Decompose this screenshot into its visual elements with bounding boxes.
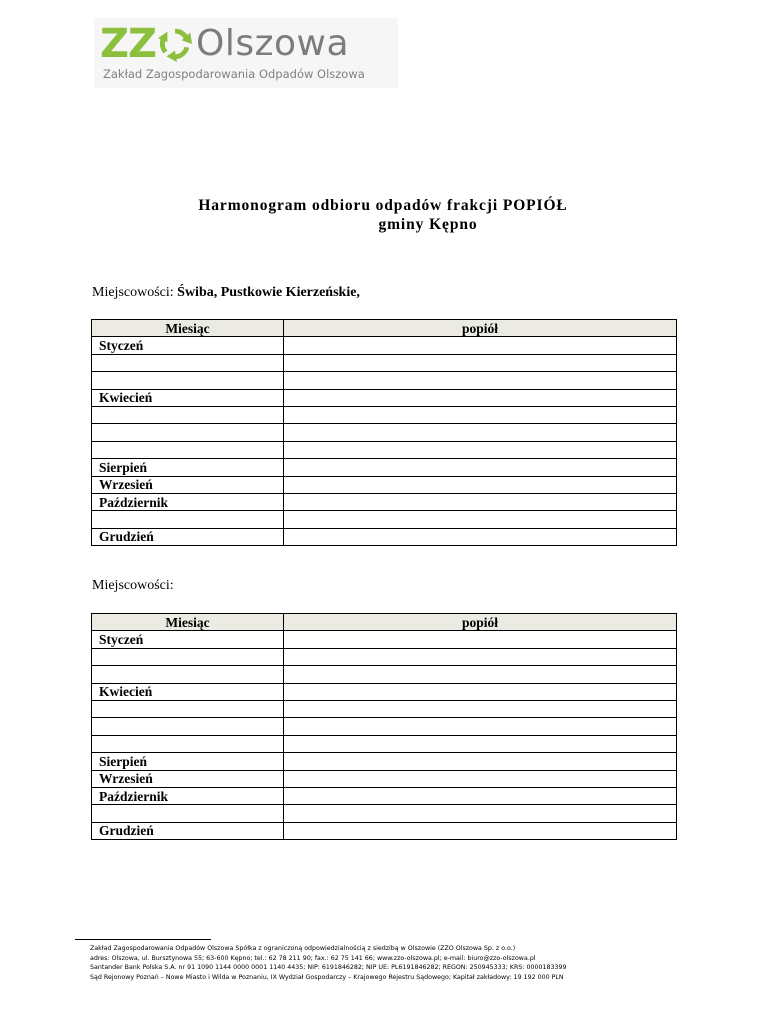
- month-cell: [92, 666, 284, 683]
- table-row: [92, 528, 677, 545]
- table-row: [92, 805, 677, 822]
- month-cell: Wrzesień: [92, 770, 284, 787]
- ash-date-cell: [284, 822, 677, 839]
- table-row: [92, 787, 677, 804]
- header-month: Miesiąc: [92, 614, 284, 631]
- month-cell: [92, 648, 284, 665]
- ash-date-cell: [284, 406, 677, 423]
- table-row: [92, 337, 677, 354]
- ash-date-cell: [284, 718, 677, 735]
- month-cell: Wrzesień: [92, 476, 284, 493]
- section-2-location: [92, 578, 174, 594]
- logo-subtitle: Zakład Zagospodarowania Odpadów Olszowa: [103, 67, 365, 81]
- ash-date-cell: [284, 424, 677, 441]
- month-cell: Styczeń: [92, 337, 284, 354]
- header-ash: popiół: [284, 614, 677, 631]
- ash-date-cell: [284, 631, 677, 648]
- ash-date-cell: [284, 511, 677, 528]
- header-ash: popiół: [284, 320, 677, 337]
- table-row: [92, 476, 677, 493]
- document-title: Harmonogram odbioru odpadów frakcji POPIÓŁ: [198, 197, 568, 214]
- location-value: Świba, Pustkowie Kierzeńskie,: [177, 285, 360, 300]
- header-month: Miesiąc: [92, 320, 284, 337]
- ash-date-cell: [284, 493, 677, 510]
- table-header-row: [92, 614, 677, 631]
- ash-date-cell: [284, 648, 677, 665]
- ash-date-cell: [284, 805, 677, 822]
- table-row: [92, 666, 677, 683]
- month-cell: Październik: [92, 787, 284, 804]
- logo-mark-text: ZZ: [100, 21, 157, 67]
- ash-date-cell: [284, 770, 677, 787]
- table-row: [92, 511, 677, 528]
- table-row: [92, 735, 677, 752]
- table-header-row: [92, 320, 677, 337]
- table-row: [92, 424, 677, 441]
- table-row: [92, 770, 677, 787]
- logo-brand-name: Olszowa: [196, 23, 350, 64]
- ash-date-cell: [284, 753, 677, 770]
- ash-date-cell: [284, 354, 677, 371]
- footnote-divider: [75, 939, 211, 940]
- month-cell: [92, 700, 284, 717]
- table-row: [92, 389, 677, 406]
- month-cell: [92, 372, 284, 389]
- table-row: [92, 406, 677, 423]
- footer-line: Sąd Rejonowy Poznań – Nowe Miasto i Wilda w Poznaniu, IX Wydział Gospodarczy – Krajowego Rejestru Sądowego; Kapitał zakładowy: 19 192 000 PLN: [90, 973, 564, 981]
- month-cell: Kwiecień: [92, 389, 284, 406]
- ash-date-cell: [284, 476, 677, 493]
- company-logo: [94, 18, 398, 88]
- table-row: [92, 354, 677, 371]
- month-cell: [92, 441, 284, 458]
- table-row: [92, 822, 677, 839]
- month-cell: Styczeń: [92, 631, 284, 648]
- company-footer: [90, 944, 567, 982]
- table-row: [92, 753, 677, 770]
- month-cell: Październik: [92, 493, 284, 510]
- table-row: [92, 718, 677, 735]
- month-cell: [92, 511, 284, 528]
- table-row: [92, 493, 677, 510]
- ash-date-cell: [284, 700, 677, 717]
- footer-line: Santander Bank Polska S.A. nr 91 1090 1144 0000 0001 1140 4435; NIP: 6191846282; NIP UE: PL6191846282; REGON: 250945333; KRS: 0000183399: [90, 964, 567, 972]
- ash-date-cell: [284, 459, 677, 476]
- ash-date-cell: [284, 528, 677, 545]
- ash-date-cell: [284, 683, 677, 700]
- table-row: [92, 459, 677, 476]
- table-row: [92, 683, 677, 700]
- month-cell: [92, 354, 284, 371]
- ash-date-cell: [284, 372, 677, 389]
- ash-date-cell: [284, 441, 677, 458]
- table-row: [92, 700, 677, 717]
- month-cell: [92, 805, 284, 822]
- logo-wordmark: [100, 22, 349, 66]
- ash-date-cell: [284, 389, 677, 406]
- table-row: [92, 441, 677, 458]
- month-cell: [92, 735, 284, 752]
- month-cell: [92, 424, 284, 441]
- schedule-table-1: [91, 319, 677, 546]
- month-cell: Sierpień: [92, 753, 284, 770]
- month-cell: Kwiecień: [92, 683, 284, 700]
- table-row: [92, 372, 677, 389]
- table-row: [92, 648, 677, 665]
- ash-date-cell: [284, 735, 677, 752]
- section-1-location: [92, 285, 360, 301]
- document-subtitle: gminy Kępno: [378, 216, 478, 233]
- location-label: Miejscowości:: [92, 578, 174, 593]
- month-cell: [92, 406, 284, 423]
- footer-line: adres: Olszowa, ul. Bursztynowa 55; 63-600 Kępno; tel.: 62 78 211 90; fax.: 62 75 141 66; www.zzo-olszowa.pl; e-mail: biuro@zzo-olszowa.pl: [90, 954, 536, 962]
- ash-date-cell: [284, 787, 677, 804]
- recycle-icon: [156, 25, 194, 63]
- month-cell: [92, 718, 284, 735]
- month-cell: Sierpień: [92, 459, 284, 476]
- ash-date-cell: [284, 337, 677, 354]
- footer-line: Zakład Zagospodarowania Odpadów Olszowa Spółka z ograniczoną odpowiedzialnością z siedzibą w Olszowie (ZZO Olszowa Sp. z o.o.): [90, 945, 516, 952]
- table-row: [92, 631, 677, 648]
- month-cell: Grudzień: [92, 528, 284, 545]
- month-cell: Grudzień: [92, 822, 284, 839]
- location-label: Miejscowości:: [92, 285, 174, 300]
- schedule-table-2: [91, 613, 677, 840]
- ash-date-cell: [284, 666, 677, 683]
